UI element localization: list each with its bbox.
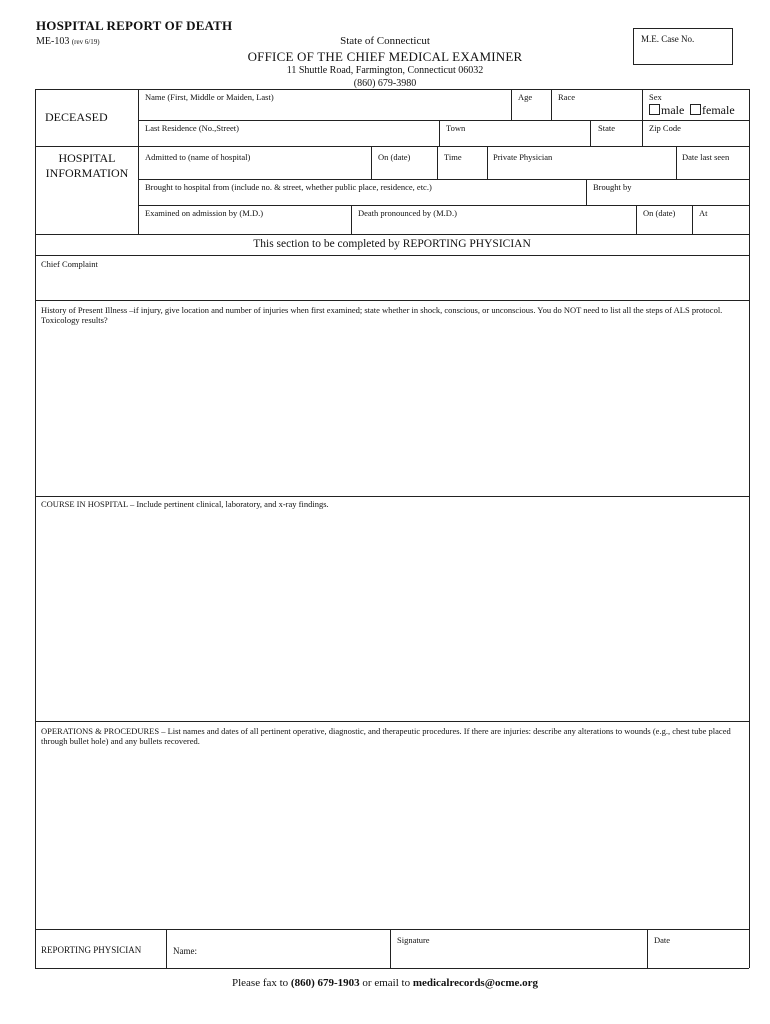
on-date2-label: On (date) xyxy=(643,208,676,218)
male-checkbox[interactable] xyxy=(649,104,660,115)
residence-label: Last Residence (No.,Street) xyxy=(145,123,239,133)
fax-number: (860) 679-1903 xyxy=(290,977,360,989)
admitted-field[interactable] xyxy=(139,163,370,179)
form-code-number: ME-103 xyxy=(36,36,70,47)
time-label: Time xyxy=(444,152,462,162)
admitted-label: Admitted to (name of hospital) xyxy=(145,152,251,162)
pronounced-field[interactable] xyxy=(352,219,635,234)
examined-label: Examined on admission by (M.D.) xyxy=(145,208,264,218)
date-last-seen-label: Date last seen xyxy=(682,152,730,162)
deceased-section-bottom xyxy=(35,146,749,147)
chief-complaint-bottom xyxy=(35,300,749,301)
office-phone: (860) 679-3980 xyxy=(353,78,417,89)
physician-section-heading: This section to be completed by REPORTING PHYSICIAN xyxy=(253,238,531,250)
brought-from-label: Brought to hospital from (include no. & street, whether public place, residence, etc.) xyxy=(145,182,432,192)
race-label: Race xyxy=(558,92,575,102)
sex-label: Sex xyxy=(649,92,662,102)
hospital-row1-bottom xyxy=(138,179,749,180)
heading-bottom xyxy=(35,255,749,256)
age-field[interactable] xyxy=(512,103,550,120)
course-field[interactable] xyxy=(36,512,748,720)
brought-by-label: Brought by xyxy=(593,182,632,192)
reporting-physician-label: REPORTING PHYSICIAN xyxy=(41,945,142,955)
signature-field[interactable] xyxy=(391,946,646,967)
on-date2-field[interactable] xyxy=(637,219,691,234)
physician-name-label: Name: xyxy=(173,946,197,956)
at-label: At xyxy=(699,208,708,218)
private-physician-field[interactable] xyxy=(488,163,675,179)
brought-by-field[interactable] xyxy=(587,193,748,205)
age-label: Age xyxy=(518,92,533,102)
office-name: OFFICE OF THE CHIEF MEDICAL EXAMINER xyxy=(247,49,523,64)
form-revision: (rev 6/19) xyxy=(71,38,100,46)
office-address: 11 Shuttle Road, Farmington, Connecticut 06032 xyxy=(286,65,484,76)
brought-from-field[interactable] xyxy=(139,193,585,205)
state-field[interactable] xyxy=(591,133,641,146)
frame-bottom xyxy=(35,968,749,969)
operations-bottom xyxy=(35,929,749,930)
operations-label: OPERATIONS & PROCEDURES – List names and dates of all pertinent operative, diagnostic, and therapeutic procedures. If there are injuries: describe any alterations to wounds (e.g., chest tube placed through bullet hole) and any bullets recovered. xyxy=(41,726,731,746)
deceased-row-divider xyxy=(138,120,749,121)
male-label: male xyxy=(661,103,685,117)
pronounced-label: Death pronounced by (M.D.) xyxy=(358,208,457,218)
footer-instructions xyxy=(0,977,770,989)
at-field[interactable] xyxy=(693,219,748,234)
examined-field[interactable] xyxy=(139,219,350,234)
email-address[interactable]: medicalrecords@ocme.org xyxy=(412,977,539,989)
on-date-label: On (date) xyxy=(378,152,411,162)
hospital-label-line2: INFORMATION xyxy=(45,166,129,180)
form-title: HOSPITAL REPORT OF DEATH xyxy=(36,18,233,33)
hospital-section-label xyxy=(36,151,138,181)
date-label: Date xyxy=(654,935,671,945)
hospital-label-line1: HOSPITAL xyxy=(58,151,116,165)
female-label: female xyxy=(702,103,735,117)
history-bottom xyxy=(35,496,749,497)
operations-field[interactable] xyxy=(36,750,748,928)
case-number-label: M.E. Case No. xyxy=(641,34,695,44)
zip-label: Zip Code xyxy=(649,123,681,133)
date-last-seen-field[interactable] xyxy=(677,163,748,179)
chief-complaint-label: Chief Complaint xyxy=(41,259,98,269)
history-label: History of Present Illness –if injury, give location and number of injuries when first examined; state whether in shock, conscious, or unconscious. You do NOT need to list all the steps of ALS protocol. Toxicology results? xyxy=(41,305,723,325)
divider-name xyxy=(166,929,167,968)
zip-field[interactable] xyxy=(643,133,748,146)
private-physician-label: Private Physician xyxy=(493,152,553,162)
physician-name-field[interactable] xyxy=(200,940,388,966)
history-field[interactable] xyxy=(36,330,748,495)
hospital-row2-bottom xyxy=(138,205,749,206)
divider-sex xyxy=(642,89,643,120)
on-date-field[interactable] xyxy=(372,163,436,179)
course-bottom xyxy=(35,721,749,722)
sex-female-option[interactable] xyxy=(690,103,735,118)
frame-right xyxy=(749,89,750,968)
state-name: State of Connecticut xyxy=(340,35,430,47)
time-field[interactable] xyxy=(438,163,486,179)
state-label: State xyxy=(598,123,615,133)
deceased-name-field[interactable] xyxy=(139,103,510,120)
town-field[interactable] xyxy=(440,133,589,146)
female-checkbox[interactable] xyxy=(690,104,701,115)
sex-male-option[interactable] xyxy=(649,103,684,118)
chief-complaint-field[interactable] xyxy=(36,271,748,300)
residence-field[interactable] xyxy=(139,133,438,146)
form-code xyxy=(36,36,100,47)
town-label: Town xyxy=(446,123,466,133)
date-field[interactable] xyxy=(648,946,748,967)
course-label: COURSE IN HOSPITAL – Include pertinent clinical, laboratory, and x-ray findings. xyxy=(41,499,329,509)
race-field[interactable] xyxy=(552,103,641,120)
footer-prefix: Please fax to xyxy=(231,977,291,989)
signature-label: Signature xyxy=(397,935,430,945)
deceased-name-label: Name (First, Middle or Maiden, Last) xyxy=(145,92,274,102)
deceased-section-label: DECEASED xyxy=(45,110,108,124)
footer-middle: or email to xyxy=(359,977,413,989)
